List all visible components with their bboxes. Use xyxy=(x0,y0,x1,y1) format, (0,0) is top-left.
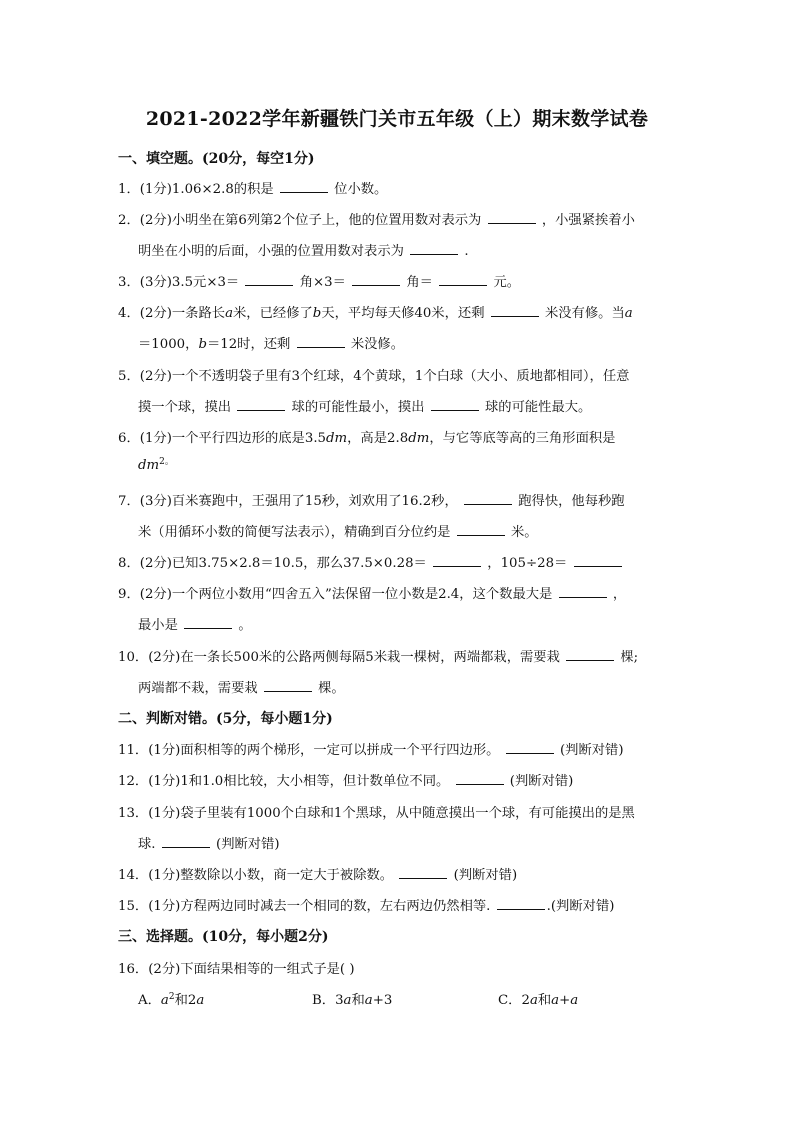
question-text: 明坐在小明的后面，小强的位置用数对表示为 xyxy=(138,244,404,259)
question-4 xyxy=(118,302,633,321)
question-text: 球. xyxy=(138,837,156,852)
question-text: 位小数。 xyxy=(334,182,388,197)
page-title: 2021-2022学年新疆铁门关市五年级（上）期末数学试卷 xyxy=(145,108,649,130)
answer-blank xyxy=(488,213,536,224)
unit-dm: dm xyxy=(326,431,348,446)
question-3 xyxy=(118,271,520,290)
question-text: 8．(2分)已知3.75×2.8＝10.5，那么37.5×0.28＝ xyxy=(118,556,427,571)
question-text: .(判断对错) xyxy=(546,899,615,914)
question-text: 最小是 xyxy=(138,618,178,633)
answer-blank xyxy=(431,400,479,411)
question-text: 元。 xyxy=(493,275,521,290)
answer-blank xyxy=(456,774,504,785)
question-14 xyxy=(118,864,517,883)
question-5 xyxy=(118,365,629,384)
answer-blank xyxy=(399,868,447,879)
answer-blank xyxy=(464,494,512,505)
variable-a: a xyxy=(364,993,373,1008)
question-9-continued xyxy=(138,614,252,633)
question-1 xyxy=(118,178,387,197)
question-text: (判断对错) xyxy=(509,774,574,789)
answer-blank xyxy=(491,306,539,317)
variable-a: a xyxy=(624,306,633,321)
question-6 xyxy=(118,427,615,446)
question-6-continued xyxy=(138,458,174,473)
question-text: ，高是2.8 xyxy=(347,431,409,446)
question-13-continued xyxy=(138,833,280,852)
answer-blank xyxy=(439,275,487,286)
question-text: ， xyxy=(612,587,627,602)
variable-a: a xyxy=(570,993,579,1008)
question-text: 14．(1分)整数除以小数，商一定大于被除数。 xyxy=(118,868,394,883)
variable-b: b xyxy=(198,337,207,352)
question-text: 12．(1分)1和1.0相比较，大小相等，但计数单位不同。 xyxy=(118,774,450,789)
question-text: 角×3＝ xyxy=(299,275,346,290)
question-text: 11．(1分)面积相等的两个梯形，一定可以拼成一个平行四边形。 xyxy=(118,743,500,758)
answer-blank xyxy=(506,743,554,754)
question-text: (判断对错) xyxy=(453,868,518,883)
question-text: 15．(1分)方程两边同时减去一个相同的数，左右两边仍然相等. xyxy=(118,899,491,914)
question-text: 16．(2分)下面结果相等的一组式子是( ) xyxy=(118,962,355,977)
question-text: 两端都不栽，需要栽 xyxy=(138,681,258,696)
answer-blank xyxy=(433,556,481,567)
question-text: 球的可能性最小，摸出 xyxy=(291,400,425,415)
unit-dm: dm xyxy=(408,431,430,446)
variable-a: a xyxy=(160,993,169,1008)
question-text: 球的可能性最大。 xyxy=(484,400,592,415)
question-12 xyxy=(118,770,573,789)
answer-blank xyxy=(457,525,505,536)
answer-blank xyxy=(410,244,458,255)
option-text: + xyxy=(559,993,571,1008)
question-text: 4．(2分)一条路长 xyxy=(118,306,226,321)
option-label: A． xyxy=(138,993,161,1008)
section-heading-fill-blank: 一、填空题。(20分，每空1分) xyxy=(118,151,315,167)
question-text: 米没修。 xyxy=(350,337,405,352)
answer-blank xyxy=(566,650,614,661)
question-text: 米。 xyxy=(510,525,538,540)
variable-a: a xyxy=(529,993,538,1008)
option-a[interactable] xyxy=(138,989,204,1008)
option-text: 和 xyxy=(537,993,552,1008)
answer-blank xyxy=(280,182,328,193)
question-10 xyxy=(118,646,638,665)
option-text: 和2 xyxy=(174,993,197,1008)
question-4-continued xyxy=(138,333,404,352)
question-2-continued xyxy=(138,240,469,259)
option-text: 和 xyxy=(351,993,365,1008)
option-label: B．3 xyxy=(312,993,344,1008)
answer-blank xyxy=(184,618,232,629)
question-text: 棵。 xyxy=(318,681,345,696)
question-text: 9．(2分)一个两位小数用“四舍五入”法保留一位小数是2.4，这个数最大是 xyxy=(118,587,553,602)
question-7 xyxy=(118,490,625,509)
question-text: 7．(3分)百米赛跑中，王强用了15秒，刘欢用了16.2秒， xyxy=(118,494,458,509)
option-label: C．2 xyxy=(498,993,530,1008)
question-text: 3．(3分)3.5元×3＝ xyxy=(118,275,240,290)
answer-blank xyxy=(245,275,293,286)
question-15 xyxy=(118,895,614,914)
answer-blank xyxy=(162,837,210,848)
question-2 xyxy=(118,209,635,228)
answer-blank xyxy=(559,587,607,598)
variable-b: b xyxy=(312,306,322,321)
question-text: 摸一个球，摸出 xyxy=(138,400,232,415)
question-text: 2．(2分)小明坐在第6列第2个位子上，他的位置用数对表示为 xyxy=(118,213,482,228)
question-text: 2。 xyxy=(159,457,174,467)
answer-blank xyxy=(497,899,545,910)
answer-blank xyxy=(237,400,285,411)
question-8 xyxy=(118,552,624,571)
question-text: 米（用循环小数的简便写法表示），精确到百分位约是 xyxy=(138,525,451,540)
question-text: ，105÷28＝ xyxy=(487,556,568,571)
exponent: 2 xyxy=(168,992,175,1002)
question-9 xyxy=(118,583,626,602)
question-text: ，小强紧挨着小 xyxy=(541,213,635,228)
question-text: 米，已经修了 xyxy=(233,306,313,321)
question-text: 6．(1分)一个平行四边形的底是3.5 xyxy=(118,431,327,446)
question-16 xyxy=(118,958,355,977)
question-text: ，与它等底等高的三角形面积是 xyxy=(429,431,616,446)
variable-a: a xyxy=(225,306,234,321)
question-10-continued xyxy=(138,677,345,696)
question-text: 5．(2分)一个不透明袋子里有3个红球，4个黄球，1个白球（大小、质地都相同），任意 xyxy=(118,369,630,384)
question-text: 10．(2分)在一条长500米的公路两侧每隔5米栽一棵树，两端都栽，需要栽 xyxy=(118,650,560,665)
answer-blank xyxy=(264,681,312,692)
question-text: 跑得快，他每秒跑 xyxy=(518,494,625,509)
answer-blank xyxy=(352,275,400,286)
question-text: 天，平均每天修40米，还剩 xyxy=(321,306,485,321)
question-7-continued xyxy=(138,521,538,540)
section-heading-true-false: 二、判断对错。(5分，每小题1分) xyxy=(118,711,333,727)
question-text: (判断对错) xyxy=(216,837,280,852)
question-text: 角＝ xyxy=(406,275,433,290)
question-text: 棵; xyxy=(620,650,639,665)
question-text: 1．(1分)1.06×2.8的积是 xyxy=(118,182,274,197)
option-text: +3 xyxy=(372,993,393,1008)
answer-blank xyxy=(297,337,345,348)
question-text: . xyxy=(464,244,469,259)
answer-blank xyxy=(574,556,622,567)
variable-a: a xyxy=(343,993,352,1008)
unit-dm: dm xyxy=(138,458,160,473)
question-5-continued xyxy=(138,396,591,415)
question-text: 。 xyxy=(238,618,252,633)
question-13 xyxy=(118,802,635,821)
question-text: (判断对错) xyxy=(559,743,624,758)
question-text: 米没有修。当 xyxy=(544,306,625,321)
question-text: ＝1000， xyxy=(138,337,199,352)
option-c[interactable] xyxy=(498,989,578,1008)
question-text: 13．(1分)袋子里装有1000个白球和1个黑球，从中随意摸出一个球，有可能摸出的是黑 xyxy=(118,806,635,821)
variable-a: a xyxy=(551,993,560,1008)
variable-a: a xyxy=(196,993,205,1008)
question-11 xyxy=(118,739,624,758)
question-text: ＝12时，还剩 xyxy=(206,337,291,352)
section-heading-multiple-choice: 三、选择题。(10分，每小题2分) xyxy=(118,929,329,945)
option-b[interactable] xyxy=(312,989,392,1008)
